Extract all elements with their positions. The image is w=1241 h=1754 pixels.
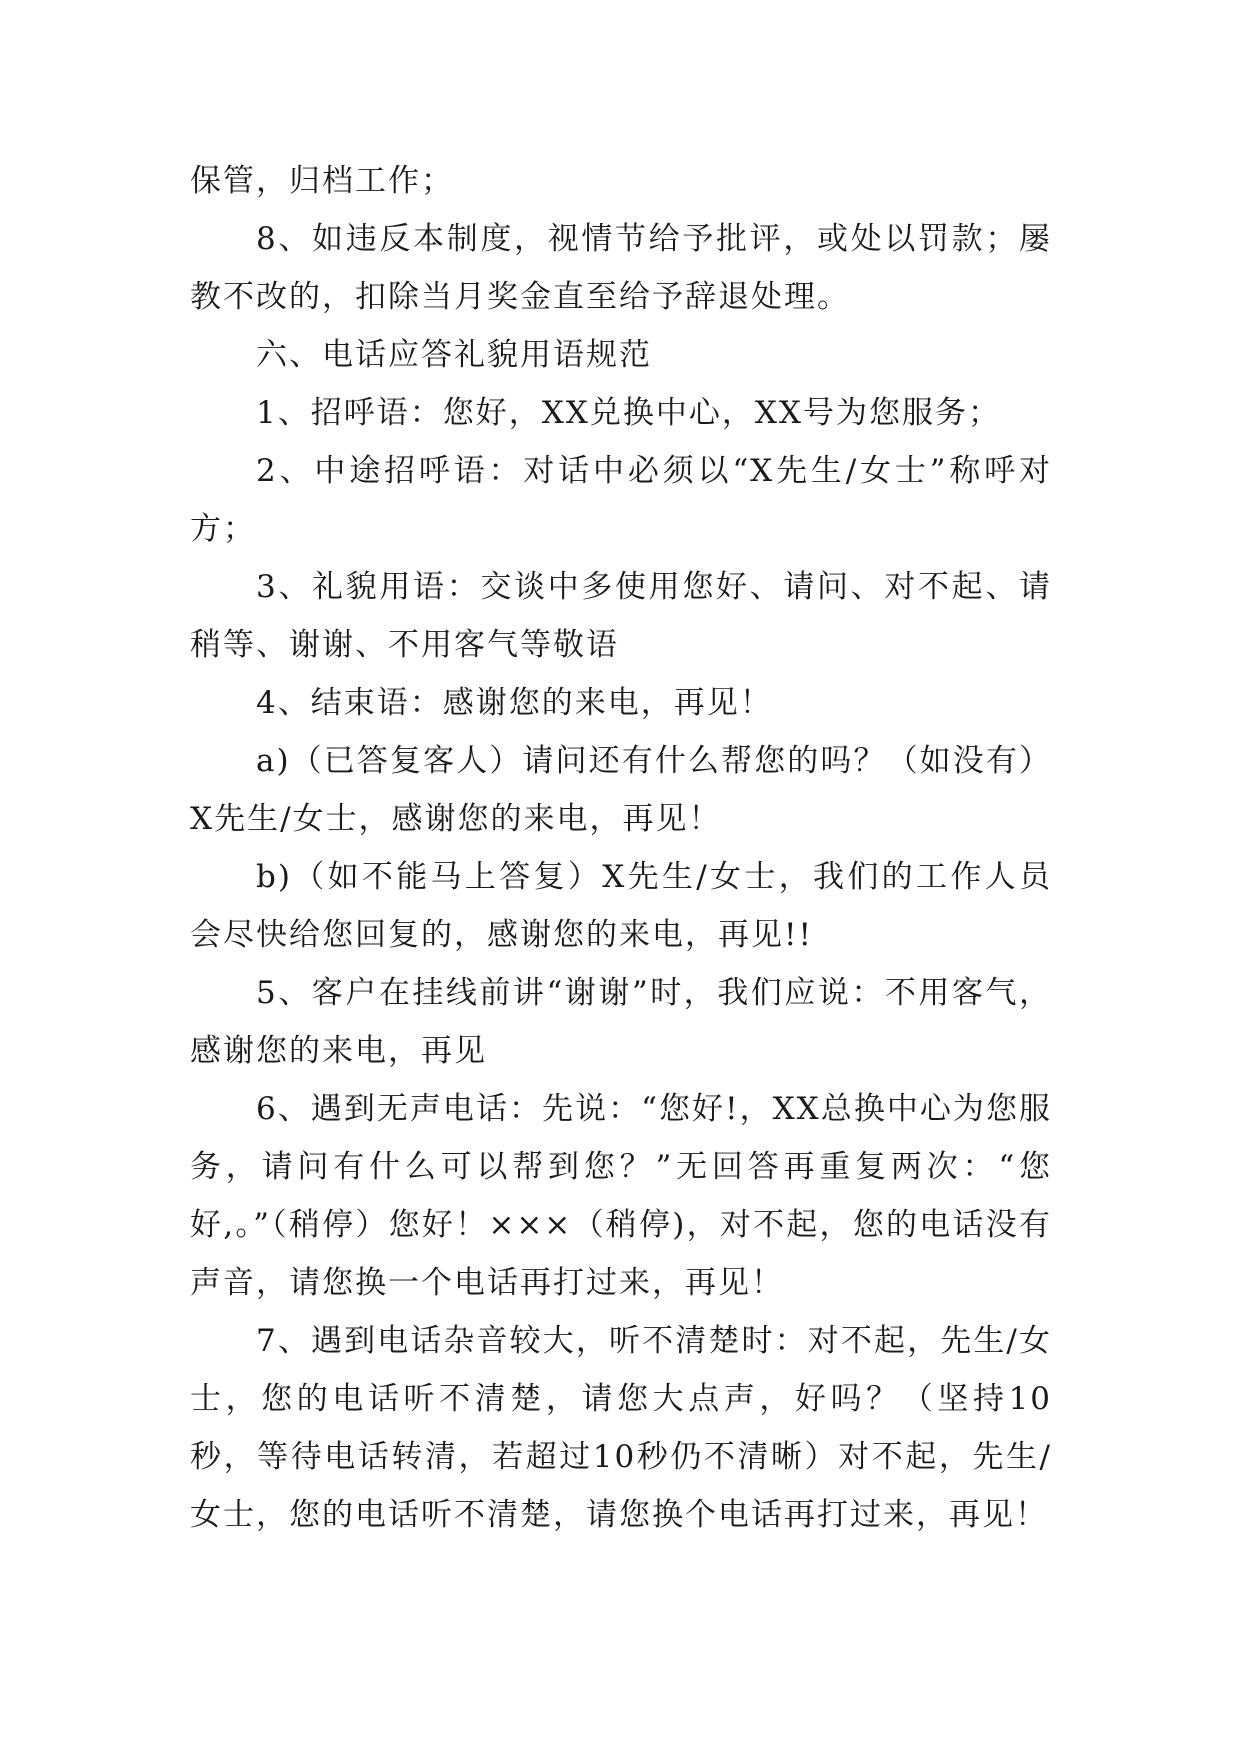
- paragraph-closing-b: b)（如不能马上答复）X先生/女士，我们的工作人员会尽快给您回复的，感谢您的来电，再见!!: [190, 859, 1052, 953]
- document-body: [190, 152, 1052, 1544]
- paragraph-noisy-call: 7、遇到电话杂音较大，听不清楚时：对不起，先生/女士，您的电话听不清楚，请您大点声，好吗？（坚持10秒，等待电话转清，若超过10秒仍不清晰）对不起，先生/女士，您的电话听不清楚，请您换个电话再打过来，再见！: [190, 1323, 1052, 1533]
- paragraph-polite-phrases: 3、礼貌用语：交谈中多使用您好、请问、对不起、请稍等、谢谢、不用客气等敬语: [190, 569, 1052, 663]
- paragraph-midway-greeting: 2、中途招呼语：对话中必须以“X先生/女士”称呼对方；: [190, 453, 1052, 547]
- paragraph-closing: 4、结束语：感谢您的来电，再见！: [256, 685, 773, 721]
- paragraph-closing-a: a)（已答复客人）请问还有什么帮您的吗？（如没有）X先生/女士，感谢您的来电，再见！: [190, 743, 1052, 837]
- paragraph-thanks-reply: 5、客户在挂线前讲“谢谢”时，我们应说：不用客气，感谢您的来电，再见: [190, 975, 1052, 1069]
- paragraph-silent-call: 6、遇到无声电话：先说：“您好!，XX总换中心为您服务，请问有什么可以帮到您？”无回答再重复两次：“您好,。”（稍停）您好！×××（稍停)，对不起，您的电话没有声音，请您换一个电话再打过来，再见！: [190, 1091, 1052, 1301]
- paragraph-greeting: 1、招呼语：您好，XX兑换中心，XX号为您服务；: [256, 395, 1001, 431]
- paragraph-continuation: 保管，归档工作；: [190, 163, 454, 199]
- paragraph-rule-8: 8、如违反本制度，视情节给予批评，或处以罚款；屡教不改的，扣除当月奖金直至给予辞退处理。: [190, 221, 1052, 315]
- section-heading: 六、电话应答礼貌用语规范: [256, 337, 652, 373]
